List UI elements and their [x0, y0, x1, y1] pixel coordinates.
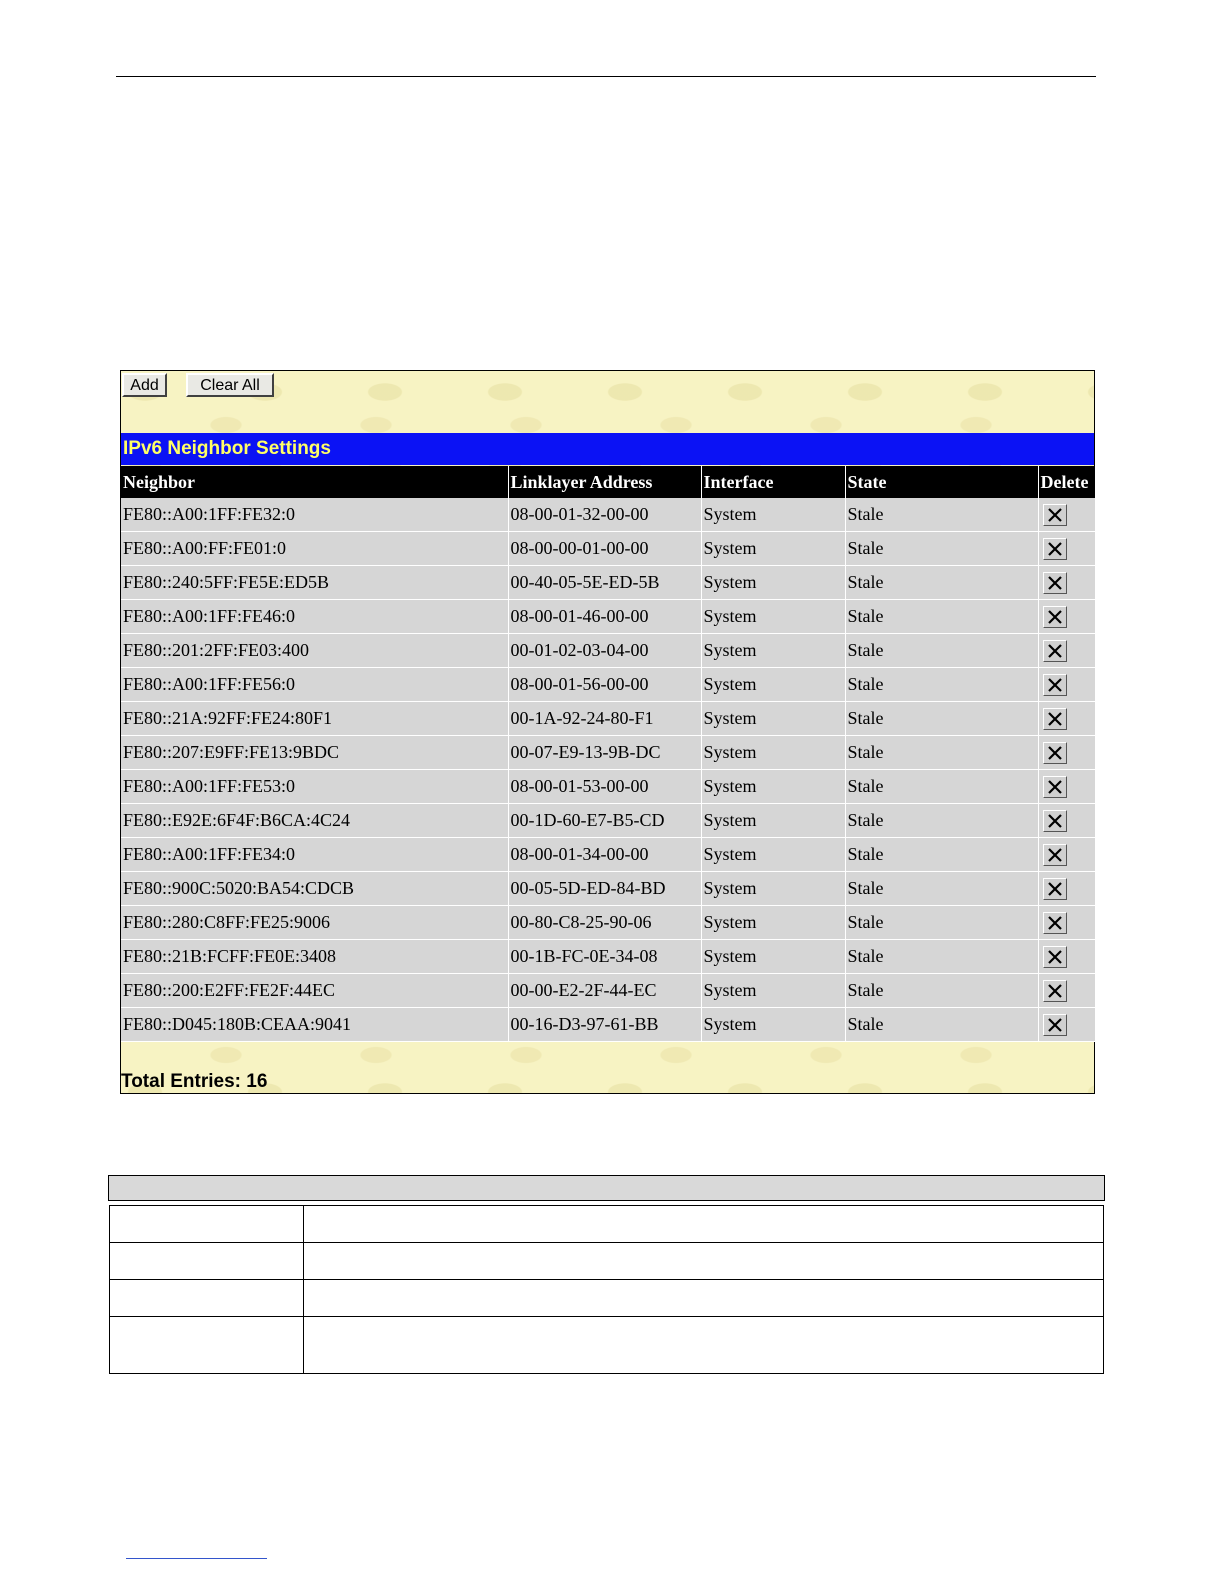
- delete-button[interactable]: [1043, 810, 1067, 832]
- interface-cell: System: [701, 838, 845, 872]
- interface-cell: System: [701, 940, 845, 974]
- delete-button[interactable]: [1043, 844, 1067, 866]
- description-table-header: [108, 1175, 1105, 1201]
- delete-button[interactable]: [1043, 572, 1067, 594]
- delete-cell: [1038, 804, 1095, 838]
- state-cell: Stale: [845, 940, 1038, 974]
- linklayer-address-cell: 00-40-05-5E-ED-5B: [508, 566, 701, 600]
- table-row: [121, 736, 1095, 770]
- delete-button[interactable]: [1043, 640, 1067, 662]
- table-row: [121, 906, 1095, 940]
- add-button[interactable]: Add: [122, 373, 167, 397]
- state-cell: Stale: [845, 668, 1038, 702]
- state-cell: Stale: [845, 804, 1038, 838]
- delete-cell: [1038, 532, 1095, 566]
- delete-cell: [1038, 940, 1095, 974]
- delete-cell: [1038, 634, 1095, 668]
- close-x-icon: [1047, 779, 1063, 795]
- interface-cell: System: [701, 804, 845, 838]
- neighbor-cell: FE80::207:E9FF:FE13:9BDC: [121, 736, 508, 770]
- neighbor-cell: FE80::A00:1FF:FE56:0: [121, 668, 508, 702]
- linklayer-address-cell: 00-07-E9-13-9B-DC: [508, 736, 701, 770]
- close-x-icon: [1047, 983, 1063, 999]
- state-cell: Stale: [845, 838, 1038, 872]
- interface-cell: System: [701, 668, 845, 702]
- linklayer-address-cell: 08-00-01-56-00-00: [508, 668, 701, 702]
- delete-button[interactable]: [1043, 1014, 1067, 1036]
- table-title: IPv6 Neighbor Settings: [121, 433, 1094, 465]
- close-x-icon: [1047, 575, 1063, 591]
- delete-cell: [1038, 974, 1095, 1008]
- delete-button[interactable]: [1043, 708, 1067, 730]
- state-cell: Stale: [845, 906, 1038, 940]
- column-header-delete: Delete: [1038, 466, 1095, 498]
- delete-button[interactable]: [1043, 980, 1067, 1002]
- state-cell: Stale: [845, 566, 1038, 600]
- delete-button[interactable]: [1043, 878, 1067, 900]
- delete-cell: [1038, 600, 1095, 634]
- close-x-icon: [1047, 745, 1063, 761]
- delete-cell: [1038, 668, 1095, 702]
- delete-button[interactable]: [1043, 674, 1067, 696]
- neighbor-cell: FE80::A00:1FF:FE34:0: [121, 838, 508, 872]
- delete-button[interactable]: [1043, 912, 1067, 934]
- interface-cell: System: [701, 1008, 845, 1042]
- neighbor-cell: FE80::900C:5020:BA54:CDCB: [121, 872, 508, 906]
- table-row: [121, 634, 1095, 668]
- toolbar: [121, 371, 1094, 401]
- interface-cell: System: [701, 634, 845, 668]
- neighbor-cell: FE80::201:2FF:FE03:400: [121, 634, 508, 668]
- state-cell: Stale: [845, 872, 1038, 906]
- table-header-row: [121, 466, 1095, 498]
- neighbor-cell: FE80::200:E2FF:FE2F:44EC: [121, 974, 508, 1008]
- table-row: [121, 532, 1095, 566]
- linklayer-address-cell: 00-1D-60-E7-B5-CD: [508, 804, 701, 838]
- table-row: [121, 498, 1095, 532]
- table-row: [121, 974, 1095, 1008]
- close-x-icon: [1047, 847, 1063, 863]
- interface-cell: System: [701, 906, 845, 940]
- close-x-icon: [1047, 609, 1063, 625]
- delete-cell: [1038, 770, 1095, 804]
- close-x-icon: [1047, 1017, 1063, 1033]
- linklayer-address-cell: 08-00-01-34-00-00: [508, 838, 701, 872]
- description-row: [110, 1243, 1104, 1280]
- footer-link-underline: [126, 1558, 267, 1559]
- column-header-neighbor: Neighbor: [121, 466, 508, 498]
- close-x-icon: [1047, 915, 1063, 931]
- linklayer-address-cell: 08-00-01-46-00-00: [508, 600, 701, 634]
- ipv6-neighbor-panel: [120, 370, 1095, 1094]
- close-x-icon: [1047, 881, 1063, 897]
- table-row: [121, 770, 1095, 804]
- column-header-linklayer-address: Linklayer Address: [508, 466, 701, 498]
- linklayer-address-cell: 08-00-01-32-00-00: [508, 498, 701, 532]
- table-row: [121, 804, 1095, 838]
- description-row: [110, 1206, 1104, 1243]
- state-cell: Stale: [845, 974, 1038, 1008]
- neighbor-cell: FE80::21A:92FF:FE24:80F1: [121, 702, 508, 736]
- interface-cell: System: [701, 532, 845, 566]
- column-header-interface: Interface: [701, 466, 845, 498]
- table-row: [121, 668, 1095, 702]
- interface-cell: System: [701, 600, 845, 634]
- neighbor-cell: FE80::21B:FCFF:FE0E:3408: [121, 940, 508, 974]
- state-cell: Stale: [845, 702, 1038, 736]
- neighbor-table: [121, 466, 1095, 1042]
- clear-all-button[interactable]: Clear All: [186, 373, 274, 397]
- state-cell: Stale: [845, 736, 1038, 770]
- delete-button[interactable]: [1043, 538, 1067, 560]
- neighbor-cell: FE80::D045:180B:CEAA:9041: [121, 1008, 508, 1042]
- interface-cell: System: [701, 770, 845, 804]
- close-x-icon: [1047, 541, 1063, 557]
- table-row: [121, 872, 1095, 906]
- close-x-icon: [1047, 643, 1063, 659]
- description-table: [109, 1205, 1104, 1374]
- linklayer-address-cell: 00-80-C8-25-90-06: [508, 906, 701, 940]
- delete-cell: [1038, 906, 1095, 940]
- interface-cell: System: [701, 872, 845, 906]
- table-row: [121, 566, 1095, 600]
- delete-button[interactable]: [1043, 504, 1067, 526]
- linklayer-address-cell: 00-16-D3-97-61-BB: [508, 1008, 701, 1042]
- close-x-icon: [1047, 711, 1063, 727]
- delete-cell: [1038, 872, 1095, 906]
- close-x-icon: [1047, 677, 1063, 693]
- delete-button[interactable]: [1043, 776, 1067, 798]
- delete-cell: [1038, 498, 1095, 532]
- linklayer-address-cell: 08-00-00-01-00-00: [508, 532, 701, 566]
- delete-button[interactable]: [1043, 946, 1067, 968]
- linklayer-address-cell: 08-00-01-53-00-00: [508, 770, 701, 804]
- delete-cell: [1038, 838, 1095, 872]
- total-entries: Total Entries: 16: [121, 1071, 268, 1092]
- linklayer-address-cell: 00-1B-FC-0E-34-08: [508, 940, 701, 974]
- interface-cell: System: [701, 498, 845, 532]
- close-x-icon: [1047, 813, 1063, 829]
- close-x-icon: [1047, 507, 1063, 523]
- table-row: [121, 940, 1095, 974]
- delete-cell: [1038, 1008, 1095, 1042]
- description-row: [110, 1280, 1104, 1317]
- state-cell: Stale: [845, 634, 1038, 668]
- header-rule: [116, 76, 1096, 77]
- linklayer-address-cell: 00-00-E2-2F-44-EC: [508, 974, 701, 1008]
- neighbor-cell: FE80::240:5FF:FE5E:ED5B: [121, 566, 508, 600]
- delete-cell: [1038, 736, 1095, 770]
- delete-button[interactable]: [1043, 606, 1067, 628]
- state-cell: Stale: [845, 770, 1038, 804]
- description-row: [110, 1317, 1104, 1374]
- interface-cell: System: [701, 736, 845, 770]
- interface-cell: System: [701, 702, 845, 736]
- neighbor-cell: FE80::280:C8FF:FE25:9006: [121, 906, 508, 940]
- table-row: [121, 702, 1095, 736]
- table-row: [121, 838, 1095, 872]
- state-cell: Stale: [845, 600, 1038, 634]
- neighbor-cell: FE80::A00:1FF:FE53:0: [121, 770, 508, 804]
- delete-button[interactable]: [1043, 742, 1067, 764]
- neighbor-cell: FE80::A00:FF:FE01:0: [121, 532, 508, 566]
- neighbor-cell: FE80::A00:1FF:FE32:0: [121, 498, 508, 532]
- interface-cell: System: [701, 566, 845, 600]
- column-header-state: State: [845, 466, 1038, 498]
- delete-cell: [1038, 566, 1095, 600]
- delete-cell: [1038, 702, 1095, 736]
- neighbor-cell: FE80::E92E:6F4F:B6CA:4C24: [121, 804, 508, 838]
- close-x-icon: [1047, 949, 1063, 965]
- table-row: [121, 1008, 1095, 1042]
- neighbor-cell: FE80::A00:1FF:FE46:0: [121, 600, 508, 634]
- linklayer-address-cell: 00-01-02-03-04-00: [508, 634, 701, 668]
- table-row: [121, 600, 1095, 634]
- state-cell: Stale: [845, 498, 1038, 532]
- linklayer-address-cell: 00-1A-92-24-80-F1: [508, 702, 701, 736]
- state-cell: Stale: [845, 1008, 1038, 1042]
- linklayer-address-cell: 00-05-5D-ED-84-BD: [508, 872, 701, 906]
- state-cell: Stale: [845, 532, 1038, 566]
- interface-cell: System: [701, 974, 845, 1008]
